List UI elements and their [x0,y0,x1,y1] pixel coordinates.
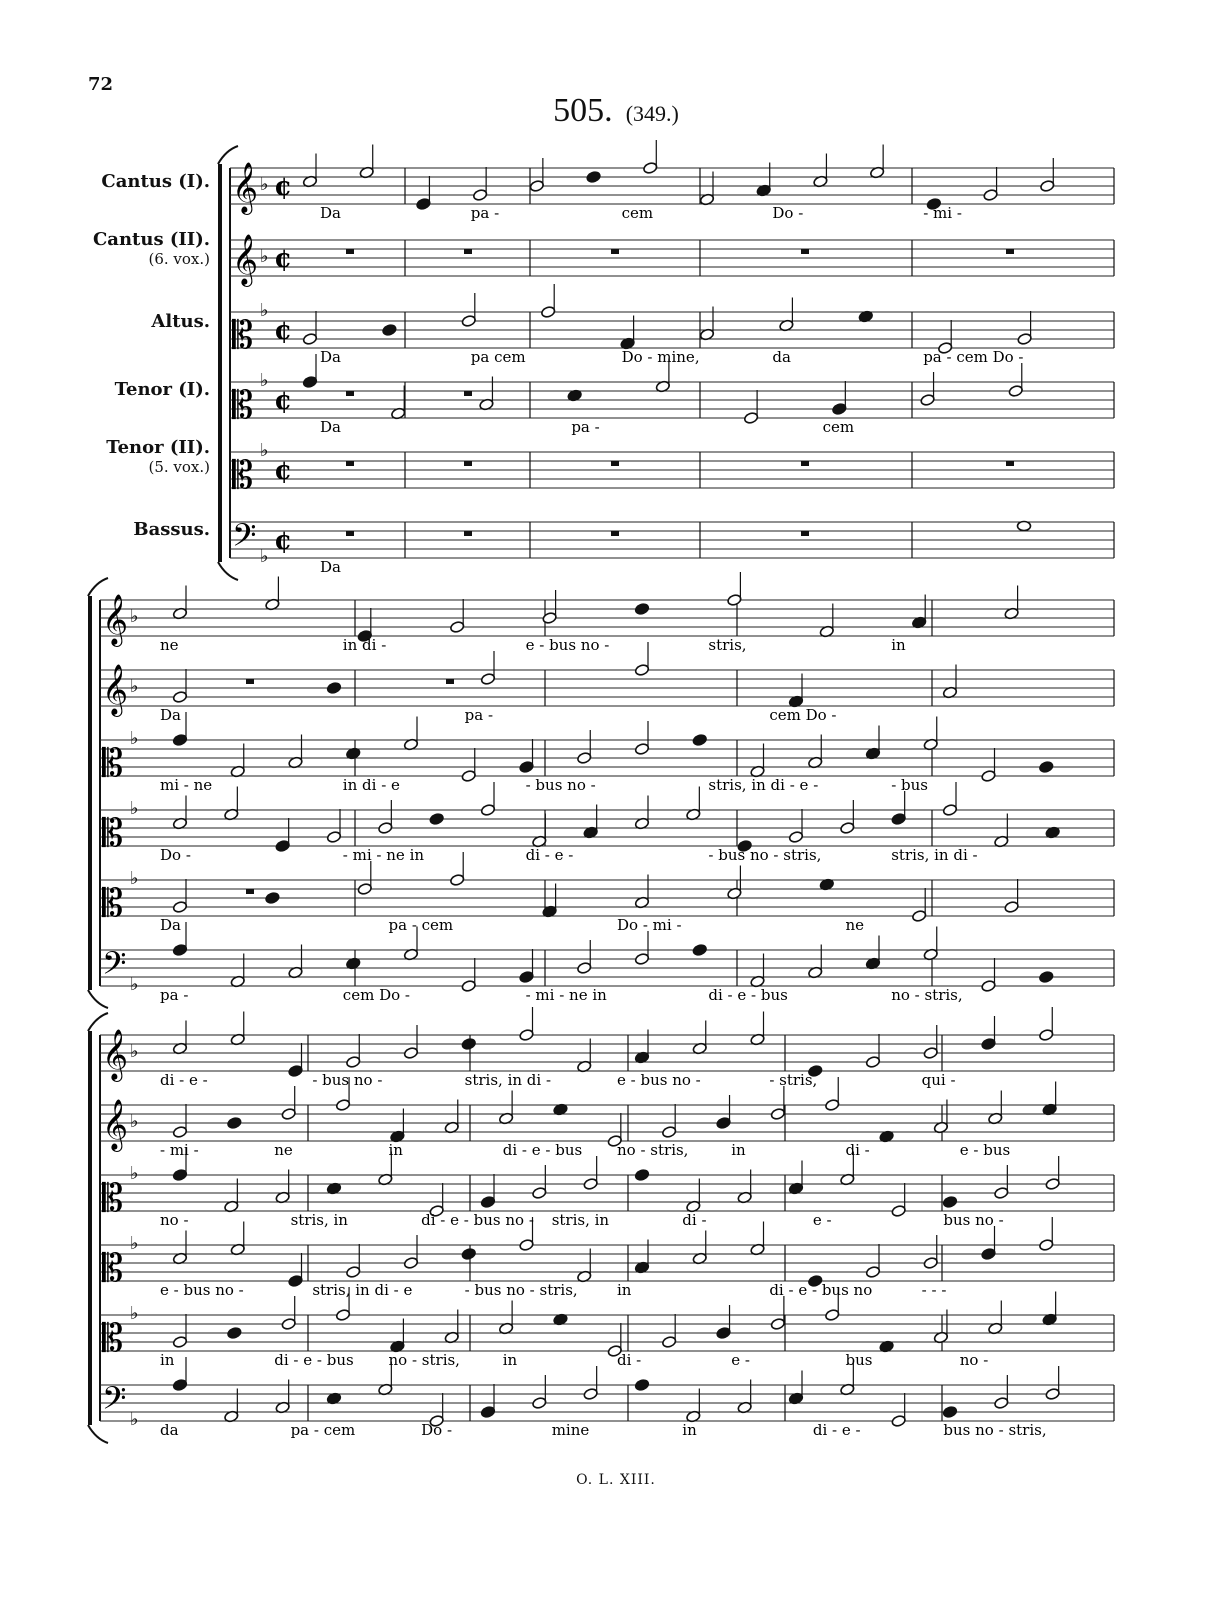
note-head [403,1257,418,1270]
lyric-syllable: in di - [342,636,387,654]
voice-name: Bassus. [133,519,210,540]
note-head [577,752,592,765]
note-head [288,1275,303,1288]
note-head [529,180,544,193]
lyric-syllable: in [891,636,906,654]
note-head [346,1266,361,1279]
cut-time-icon: ¢ [274,456,293,486]
note-head [227,1327,242,1340]
rest-mark [346,461,354,466]
alto-clef-icon: 𝄡 [102,1246,124,1290]
note-head [662,1126,677,1139]
voice-extra: (5. vox.) [148,457,210,476]
lyric-syllable: cem Do - [342,986,410,1004]
lyric-syllable: da [772,348,791,366]
note-head [634,1379,649,1392]
note-head [382,324,397,337]
note-head [346,1056,361,1069]
note-head [770,1108,785,1121]
lyric-syllable: di - e - [812,1421,861,1439]
note-head [172,734,187,747]
lyric-syllable: qui - [921,1071,956,1089]
lyric-syllable: di - e - bus no - [421,1211,534,1229]
note-head [692,734,707,747]
alto-clef-icon: 𝄡 [102,1316,124,1360]
note-head [302,376,317,389]
lyric-syllable: Do - [421,1421,453,1439]
note-head [326,831,341,844]
lyric-syllable: pa - [571,418,600,436]
note-head [1039,971,1054,984]
lyric-syllable: di - e - [160,1071,208,1089]
note-head [480,1406,495,1419]
note-head [770,1318,785,1331]
note-head [1040,180,1055,193]
lyric-syllable: in [617,1281,632,1299]
voice-name: Cantus (II). [92,229,210,250]
note-head [461,315,476,328]
lyric-syllable: di - e - [525,846,574,864]
voice-name: Cantus (I). [101,171,210,192]
lyric-syllable: Do - mi - [617,916,682,934]
rest-mark [346,249,354,254]
treble-clef-icon: 𝄞 [232,162,259,213]
rest-mark [611,249,619,254]
note-head [335,1099,350,1112]
flat-icon: ♭ [130,676,139,697]
lyric-syllable: pa - cem [290,1421,356,1439]
note-head [519,1029,534,1042]
lyric-syllable: in [160,1351,175,1369]
bracket-hook [88,990,108,1008]
lyric-syllable: - stris, [769,1071,818,1089]
lyric-syllable: cem [621,204,654,222]
note-head [743,412,758,425]
note-head [942,1196,957,1209]
note-head [1039,761,1054,774]
note-head [1017,333,1032,346]
note-head [634,953,649,966]
lyric-syllable: no - [959,1351,989,1369]
voice-name: Altus. [151,311,210,332]
lyric-syllable: stris, in di - [464,1071,552,1089]
flat-icon: ♭ [260,300,269,321]
lyric-syllable: ne [845,916,865,934]
note-head [643,162,658,175]
rest-mark [346,391,354,396]
lyric-syllable: ne [160,636,179,654]
rest-mark [446,679,454,684]
note-head [1045,1388,1060,1401]
rest-mark [611,461,619,466]
bass-clef-icon: 𝄢 [102,945,127,989]
note-head [326,682,341,695]
lyric-syllable: e - bus no - [525,636,610,654]
flat-icon: ♭ [260,246,269,267]
note-head [942,1406,957,1419]
note-head [281,1108,296,1121]
rest-mark [464,391,472,396]
note-head [541,306,556,319]
rest-mark [464,461,472,466]
note-head [429,813,444,826]
rest-mark [246,889,254,894]
note-head [335,1309,350,1322]
lyric-syllable: no - [160,1211,189,1229]
footer-siglum: O. L. XIII. [576,1472,656,1488]
lyric-syllable: - bus no - stris, [708,846,822,864]
note-head [583,1178,598,1191]
lyric-syllable: stris, in di - e - [708,776,819,794]
alto-clef-icon: 𝄡 [102,811,124,855]
note-head [172,1336,187,1349]
lyric-syllable: e - bus no - [160,1281,244,1299]
note-head [281,1318,296,1331]
lyric-syllable: no - stris, [388,1351,460,1369]
lyric-syllable: in [502,1351,518,1369]
rest-mark [346,531,354,536]
rest-mark [801,249,809,254]
note-head [716,1117,731,1130]
note-head [912,910,927,923]
lyric-syllable: stris, in di - [891,846,978,864]
lyric-syllable: Da [160,706,181,724]
bass-clef-icon: 𝄢 [102,1380,127,1424]
note-head [981,1248,996,1261]
cut-time-icon: ¢ [274,244,293,274]
lyric-syllable: - bus [891,776,928,794]
note-head [840,822,855,835]
lyric-syllable: - mi - ne in [525,986,607,1004]
note-head [275,840,290,853]
cut-time-icon: ¢ [274,386,293,416]
lyric-syllable: pa - [470,204,500,222]
treble-clef-icon: 𝄞 [102,1029,129,1080]
lyric-syllable: di - [682,1211,707,1229]
lyric-syllable: - bus no - [525,776,596,794]
rest-mark [801,461,809,466]
note-head [480,804,495,817]
note-head [461,1038,476,1051]
alto-clef-icon: 𝄡 [102,741,124,785]
voice-name: Tenor (II). [106,437,210,458]
lyric-syllable: stris, [708,636,747,654]
flat-icon: ♭ [130,1111,139,1132]
rest-mark [464,531,472,536]
flat-icon: ♭ [260,370,269,391]
lyric-syllable: bus no - [943,1211,1004,1229]
note-head [542,612,557,625]
lyric-syllable: - - - [921,1281,947,1299]
lyric-syllable: e - [812,1211,832,1229]
note-head [172,901,187,914]
flat-icon: ♭ [130,1163,139,1184]
lyric-syllable: ne [274,1141,293,1159]
lyric-syllable: cem Do - [769,706,837,724]
lyric-syllable: mi - ne [160,776,213,794]
bracket-hook [88,1425,108,1443]
note-head [532,1397,547,1410]
lyric-syllable: no - stris, [617,1141,689,1159]
note-head [532,1187,547,1200]
lyric-syllable: no - stris, [891,986,963,1004]
note-head [302,333,317,346]
note-head [891,813,906,826]
piece-number: 505. [553,92,613,129]
note-head [450,621,465,634]
note-head [825,1309,840,1322]
lyric-syllable: pa - cem Do - [923,348,1024,366]
note-head [519,1239,534,1252]
lyric-syllable: Do - [772,204,804,222]
note-head [634,664,649,677]
treble-clef-icon: 𝄞 [102,1099,129,1150]
flat-icon: ♭ [260,174,269,195]
note-head [891,1205,906,1218]
lyric-syllable: di - e - bus [274,1351,354,1369]
note-head [583,1388,598,1401]
note-head [825,1099,840,1112]
cut-time-icon: ¢ [274,526,293,556]
note-head [692,944,707,957]
lyric-syllable: cem [822,418,855,436]
note-head [983,189,998,202]
lyric-syllable: Do - mine, [621,348,700,366]
rest-mark [246,679,254,684]
note-head [461,770,476,783]
rest-mark [611,531,619,536]
lyric-syllable: - bus no - stris, [464,1281,578,1299]
rest-mark [464,249,472,254]
cut-time-icon: ¢ [274,172,293,202]
lyric-syllable: e - bus no - [617,1071,701,1089]
note-head [519,971,534,984]
lyric-syllable: di - [845,1141,870,1159]
note-head [461,1248,476,1261]
lyric-syllable: di - [617,1351,642,1369]
note-head [172,944,187,957]
lyric-syllable: in [388,1141,403,1159]
lyric-syllable: pa - [464,706,494,724]
rest-mark [1006,249,1014,254]
lyric-syllable: - mi - [160,1141,199,1159]
lyric-syllable: pa - cem [388,916,454,934]
note-head [577,962,592,975]
treble-clef-icon: 𝄞 [102,664,129,715]
cut-time-icon: ¢ [274,316,293,346]
note-head [832,403,847,416]
flat-icon: ♭ [130,868,139,889]
lyric-syllable: di - e - bus [502,1141,583,1159]
lyric-syllable: - mi - ne in [342,846,425,864]
note-head [981,770,996,783]
voice-name: Tenor (I). [114,379,210,400]
treble-clef-icon: 𝄞 [232,234,259,285]
note-head [788,831,803,844]
lyric-syllable: di - e - bus no [769,1281,873,1299]
note-head [1039,1239,1054,1252]
note-head [172,1169,187,1182]
note-head [923,1047,938,1060]
note-head [1018,522,1031,531]
note-head [727,594,742,607]
flat-icon: ♭ [260,440,269,461]
note-head [519,761,534,774]
note-head [634,603,649,616]
note-head [172,1126,187,1139]
note-head [586,171,601,184]
flat-icon: ♭ [130,1409,139,1430]
note-head [172,691,187,704]
note-head [416,198,431,211]
note-head [461,980,476,993]
note-head [865,1056,880,1069]
lyric-syllable: di - e - bus [708,986,788,1004]
lyric-syllable: in [731,1141,746,1159]
piece-subtitle: (349.) [625,101,679,126]
flat-icon: ♭ [130,1041,139,1062]
lyric-syllable: e - [731,1351,750,1369]
lyric-syllable: stris, in [290,1211,348,1229]
note-head [472,189,487,202]
lyric-syllable: pa - [160,986,189,1004]
lyric-syllable: da [160,1421,179,1439]
note-head [265,892,280,905]
flat-icon: ♭ [130,1233,139,1254]
lyric-syllable: Da [320,418,341,436]
alto-clef-icon: 𝄡 [232,383,254,427]
lyric-syllable: in [682,1421,697,1439]
note-head [716,1327,731,1340]
lyric-syllable: - bus no - [312,1071,383,1089]
lyric-syllable: Da [320,558,341,576]
note-head [891,1415,906,1428]
note-head [865,1266,880,1279]
alto-clef-icon: 𝄡 [102,1176,124,1220]
flat-icon: ♭ [130,798,139,819]
page-number: 72 [88,74,114,95]
note-head [403,1047,418,1060]
lyric-syllable: Do - [160,846,191,864]
note-head [994,1187,1009,1200]
lyric-syllable: mine [551,1421,590,1439]
note-head [1039,1029,1054,1042]
note-head [480,673,495,686]
flat-icon: ♭ [130,606,139,627]
note-head [1045,1178,1060,1191]
note-head [450,874,465,887]
note-head [227,1117,242,1130]
note-head [172,1379,187,1392]
note-head [480,1196,495,1209]
flat-icon: ♭ [130,1303,139,1324]
lyric-syllable: Da [320,204,341,222]
note-head [634,743,649,756]
lyric-syllable: bus [845,1351,873,1369]
voice-extra: (6. vox.) [148,249,210,268]
flat-icon: ♭ [130,728,139,749]
alto-clef-icon: 𝄡 [232,313,254,357]
bracket-hook [218,562,238,580]
lyric-syllable: in di - e [342,776,400,794]
lyric-syllable: stris, in di - e [312,1281,413,1299]
note-head [634,1169,649,1182]
alto-clef-icon: 𝄡 [102,881,124,925]
note-head [1008,385,1023,398]
lyric-syllable: Da [320,348,341,366]
note-head [994,1397,1009,1410]
note-head [1004,901,1019,914]
note-head [920,394,935,407]
note-head [981,1038,996,1051]
note-head [357,883,372,896]
rest-mark [801,531,809,536]
lyric-syllable: stris, in [551,1211,610,1229]
note-head [378,822,393,835]
lyric-syllable: e - bus [959,1141,1011,1159]
lyric-syllable: pa cem [470,348,526,366]
flat-icon: ♭ [130,974,139,995]
treble-clef-icon: 𝄞 [102,594,129,645]
lyric-syllable: bus no - stris, [943,1421,1047,1439]
rest-mark [1006,461,1014,466]
lyric-syllable: Da [160,916,181,934]
note-head [662,1336,677,1349]
note-head [923,1257,938,1270]
note-head [288,1065,303,1078]
alto-clef-icon: 𝄡 [232,453,254,497]
flat-icon: ♭ [260,546,269,567]
note-head [981,980,996,993]
note-head [942,804,957,817]
bass-clef-icon: 𝄢 [232,517,257,561]
lyric-syllable: - mi - [923,204,962,222]
